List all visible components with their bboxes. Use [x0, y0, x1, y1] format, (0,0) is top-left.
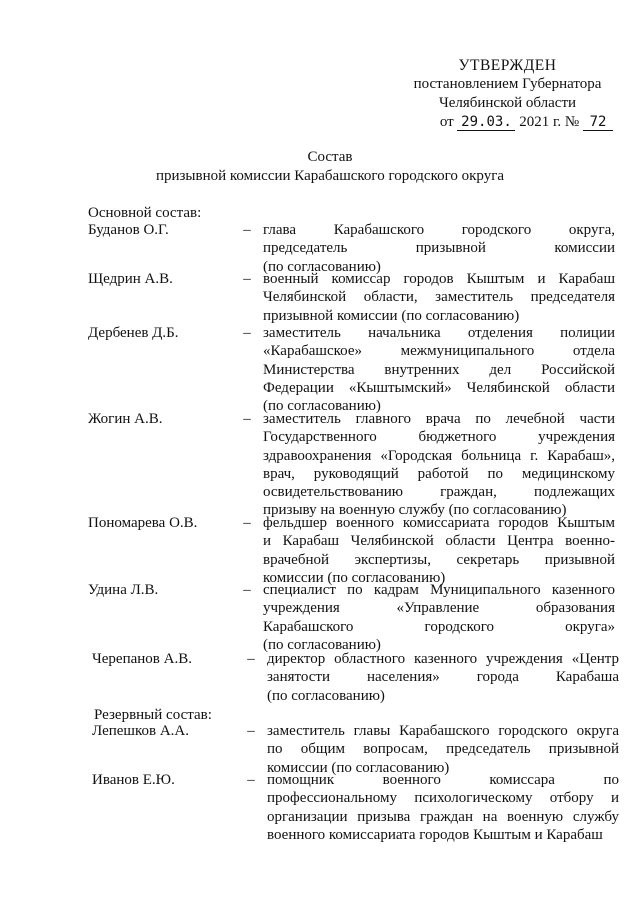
member-name: Жогин А.В. — [88, 411, 163, 427]
member-name: Удина Л.В. — [88, 582, 159, 598]
description-line: комиссии (по согласованию) — [267, 759, 450, 776]
member-description — [267, 722, 619, 777]
description-line: заместитель главы Карабашского городского округа — [267, 723, 619, 739]
description-line: военный комиссар городов Кыштым и Карабаш — [263, 271, 615, 287]
description-line: Карабашского городского округа» — [263, 618, 615, 635]
member-name: Иванов Е.Ю. — [92, 772, 175, 788]
description-line: врачебной экспертизы, секретарь призывной — [263, 551, 615, 568]
member-dash: – — [243, 515, 251, 531]
heading-line-2: призывной комиссии Карабашского городского округа — [155, 168, 505, 184]
member-dash: – — [243, 271, 251, 287]
description-line: специалист по кадрам Муниципального казенного — [263, 582, 615, 598]
description-line: организации призыва граждан на военную службу — [267, 808, 619, 825]
member-dash: – — [243, 222, 251, 238]
member-dash: – — [243, 325, 251, 341]
description-line: помощник военного комиссара по — [267, 772, 619, 788]
description-line: Государственного бюджетного учреждения — [263, 429, 615, 446]
description-line: комиссии (по согласованию) — [263, 569, 446, 586]
member-description — [267, 650, 619, 705]
description-line: Федерации «Кыштымский» Челябинской области — [263, 379, 615, 396]
member-name: Лепешков А.А. — [92, 723, 189, 739]
document-heading — [130, 148, 530, 186]
approval-number: 72 — [583, 115, 613, 131]
description-line: призыву на военную службу (по согласованию) — [263, 502, 567, 519]
description-line: глава Карабашского городского округа, — [263, 222, 615, 238]
member-description — [263, 581, 615, 654]
member-dash: – — [247, 651, 255, 667]
description-line: Министерства внутренних дел Российской — [263, 361, 615, 378]
description-line: учреждения «Управление образования — [263, 600, 615, 617]
description-line: заместитель начальника отделения полиции — [263, 325, 615, 341]
description-line: по общим вопросам, председатель призывной — [267, 741, 619, 758]
description-line: (по согласованию) — [267, 687, 385, 704]
approval-year: 2021 г. № — [519, 114, 580, 130]
description-line: военного комиссариата городов Кыштым и Карабаш — [267, 826, 603, 843]
member-description — [263, 324, 615, 415]
description-line: председатель призывной комиссии — [263, 240, 615, 257]
description-line: профессиональному психологическому отбору и — [267, 790, 619, 807]
description-line: (по согласованию) — [263, 636, 381, 653]
member-name: Щедрин А.В. — [88, 271, 173, 287]
member-dash: – — [247, 772, 255, 788]
heading-line-1: Состав — [307, 149, 353, 165]
approval-line-1: постановлением Губернатора — [413, 76, 602, 92]
description-line: здравоохранения «Городская больница г. Карабаш», — [263, 447, 615, 464]
approval-date: 29.03. — [457, 115, 515, 131]
member-dash: – — [243, 582, 251, 598]
approval-title: УТВЕРЖДЕН — [458, 57, 557, 74]
description-line: врач, руководящий работой по медицинскому — [263, 465, 615, 482]
member-dash: – — [243, 411, 251, 427]
approval-from: от — [439, 114, 454, 130]
description-line: и Карабаш Челябинской области Центра военно- — [263, 533, 615, 550]
approval-line-2: Челябинской области — [438, 95, 577, 111]
member-description — [263, 410, 615, 520]
description-line: заместитель главного врача по лечебной части — [263, 411, 615, 427]
approval-date-line — [400, 113, 615, 132]
member-description — [263, 221, 615, 276]
member-description — [263, 270, 615, 325]
description-line: Челябинской области, заместитель председателя — [263, 289, 615, 306]
member-name: Дербенев Д.Б. — [88, 325, 179, 341]
description-line: директор областного казенного учреждения «Центр — [267, 651, 619, 667]
description-line: (по согласованию) — [263, 398, 381, 415]
description-line: «Карабашское» межмуниципального отдела — [263, 343, 615, 360]
member-name: Пономарева О.В. — [88, 515, 198, 531]
member-description — [267, 771, 619, 844]
member-dash: – — [247, 723, 255, 739]
reserve-section-title: Резервный состав: — [94, 707, 212, 723]
member-description — [263, 514, 615, 587]
approval-block — [400, 56, 615, 132]
main-section-title: Основной состав: — [88, 205, 202, 221]
member-name: Черепанов А.В. — [92, 651, 192, 667]
description-line: призывной комиссии (по согласованию) — [263, 307, 520, 324]
description-line: (по согласованию) — [263, 258, 381, 275]
description-line: занятости населения» города Карабаша — [267, 669, 619, 686]
member-name: Буданов О.Г. — [88, 222, 169, 238]
description-line: освидетельствованию граждан, подлежащих — [263, 484, 615, 501]
description-line: фельдшер военного комиссариата городов Кыштым — [263, 515, 615, 531]
